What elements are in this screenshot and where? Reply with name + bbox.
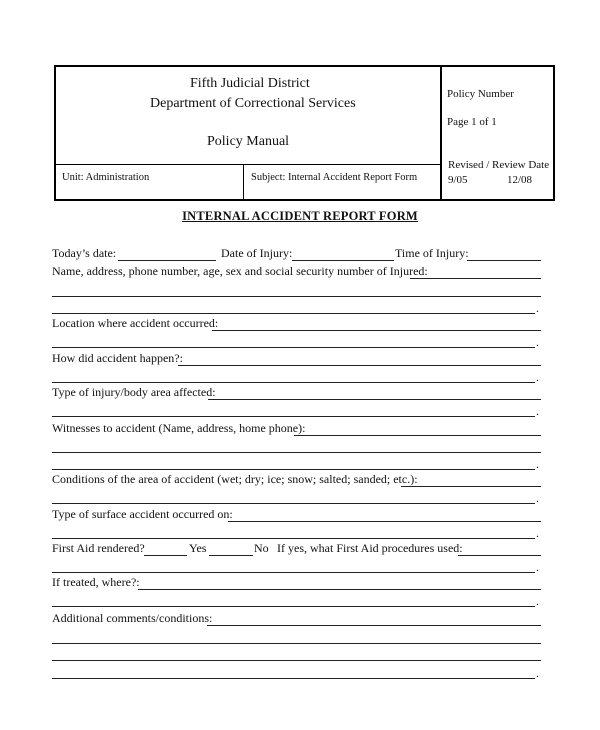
first-aid-yes-label: Yes (189, 541, 207, 555)
name-info-field-1[interactable] (410, 278, 541, 279)
additional-field-4[interactable] (52, 678, 535, 679)
if-yes-field-1[interactable] (458, 555, 541, 556)
conditions-field-1[interactable] (401, 486, 541, 487)
if-treated-label: If treated, where?: (52, 575, 140, 589)
first-aid-no-label: No (254, 541, 269, 555)
surface-field-2[interactable] (52, 538, 535, 539)
if-yes-label: If yes, what First Aid procedures used: (277, 541, 463, 555)
unit-subject-divider (243, 164, 244, 201)
additional-label: Additional comments/conditions: (52, 611, 213, 625)
district-name: Fifth Judicial District (190, 76, 310, 91)
period-mark: . (536, 457, 539, 471)
review-date: 12/08 (507, 174, 533, 186)
surface-field-1[interactable] (228, 521, 541, 522)
surface-label: Type of surface accident occurred on: (52, 507, 233, 521)
location-label: Location where accident occurred: (52, 316, 219, 330)
period-mark: . (536, 560, 539, 574)
witnesses-field-2[interactable] (52, 452, 541, 453)
period-mark: . (536, 370, 539, 384)
if-treated-field-1[interactable] (138, 589, 541, 590)
revised-date: 9/05 (448, 174, 468, 186)
date-of-injury-field[interactable] (292, 260, 394, 261)
name-info-label: Name, address, phone number, age, sex and social security number of Injured: (52, 264, 428, 278)
header-divider-vertical (440, 67, 442, 201)
injury-type-field-1[interactable] (208, 399, 541, 400)
todays-date-field[interactable] (118, 260, 216, 261)
first-aid-label: First Aid rendered? (52, 541, 145, 555)
period-mark: . (536, 335, 539, 349)
time-of-injury-field[interactable] (467, 260, 541, 261)
additional-field-3[interactable] (52, 660, 541, 661)
injury-type-field-2[interactable] (52, 416, 535, 417)
first-aid-yes-field[interactable] (144, 555, 187, 556)
form-title: INTERNAL ACCIDENT REPORT FORM (182, 209, 418, 223)
location-field-1[interactable] (212, 330, 541, 331)
revised-review-label: Revised / Review Date (448, 159, 550, 171)
conditions-field-2[interactable] (52, 503, 535, 504)
additional-field-1[interactable] (207, 625, 541, 626)
name-info-field-3[interactable] (52, 313, 535, 314)
page-label: Page 1 of 1 (447, 116, 497, 128)
header-divider-horizontal (56, 164, 442, 165)
period-mark: . (536, 301, 539, 315)
period-mark: . (536, 666, 539, 680)
period-mark: . (536, 491, 539, 505)
manual-name: Policy Manual (207, 134, 290, 149)
first-aid-no-field[interactable] (209, 555, 253, 556)
name-info-field-2[interactable] (52, 296, 541, 297)
period-mark: . (536, 594, 539, 608)
witnesses-field-1[interactable] (294, 435, 541, 436)
witnesses-label: Witnesses to accident (Name, address, home phone): (52, 421, 306, 435)
location-field-2[interactable] (52, 347, 535, 348)
how-happen-field-1[interactable] (178, 365, 541, 366)
date-of-injury-label: Date of Injury: (221, 246, 293, 260)
conditions-label: Conditions of the area of accident (wet; dry; ice; snow; salted; sanded; etc.): (52, 472, 418, 486)
policy-number-label: Policy Number (447, 88, 514, 100)
injury-type-label: Type of injury/body area affected: (52, 385, 216, 399)
department-name: Department of Correctional Services (150, 96, 356, 111)
witnesses-field-3[interactable] (52, 469, 535, 470)
time-of-injury-label: Time of Injury: (395, 246, 469, 260)
if-treated-field-2[interactable] (52, 606, 535, 607)
if-yes-field-2[interactable] (52, 572, 535, 573)
todays-date-label: Today’s date: (52, 246, 117, 260)
unit-label: Unit: Administration (62, 172, 150, 183)
how-happen-field-2[interactable] (52, 382, 535, 383)
period-mark: . (536, 404, 539, 418)
subject-label: Subject: Internal Accident Report Form (251, 172, 418, 183)
period-mark: . (536, 526, 539, 540)
how-happen-label: How did accident happen?: (52, 351, 183, 365)
additional-field-2[interactable] (52, 643, 541, 644)
